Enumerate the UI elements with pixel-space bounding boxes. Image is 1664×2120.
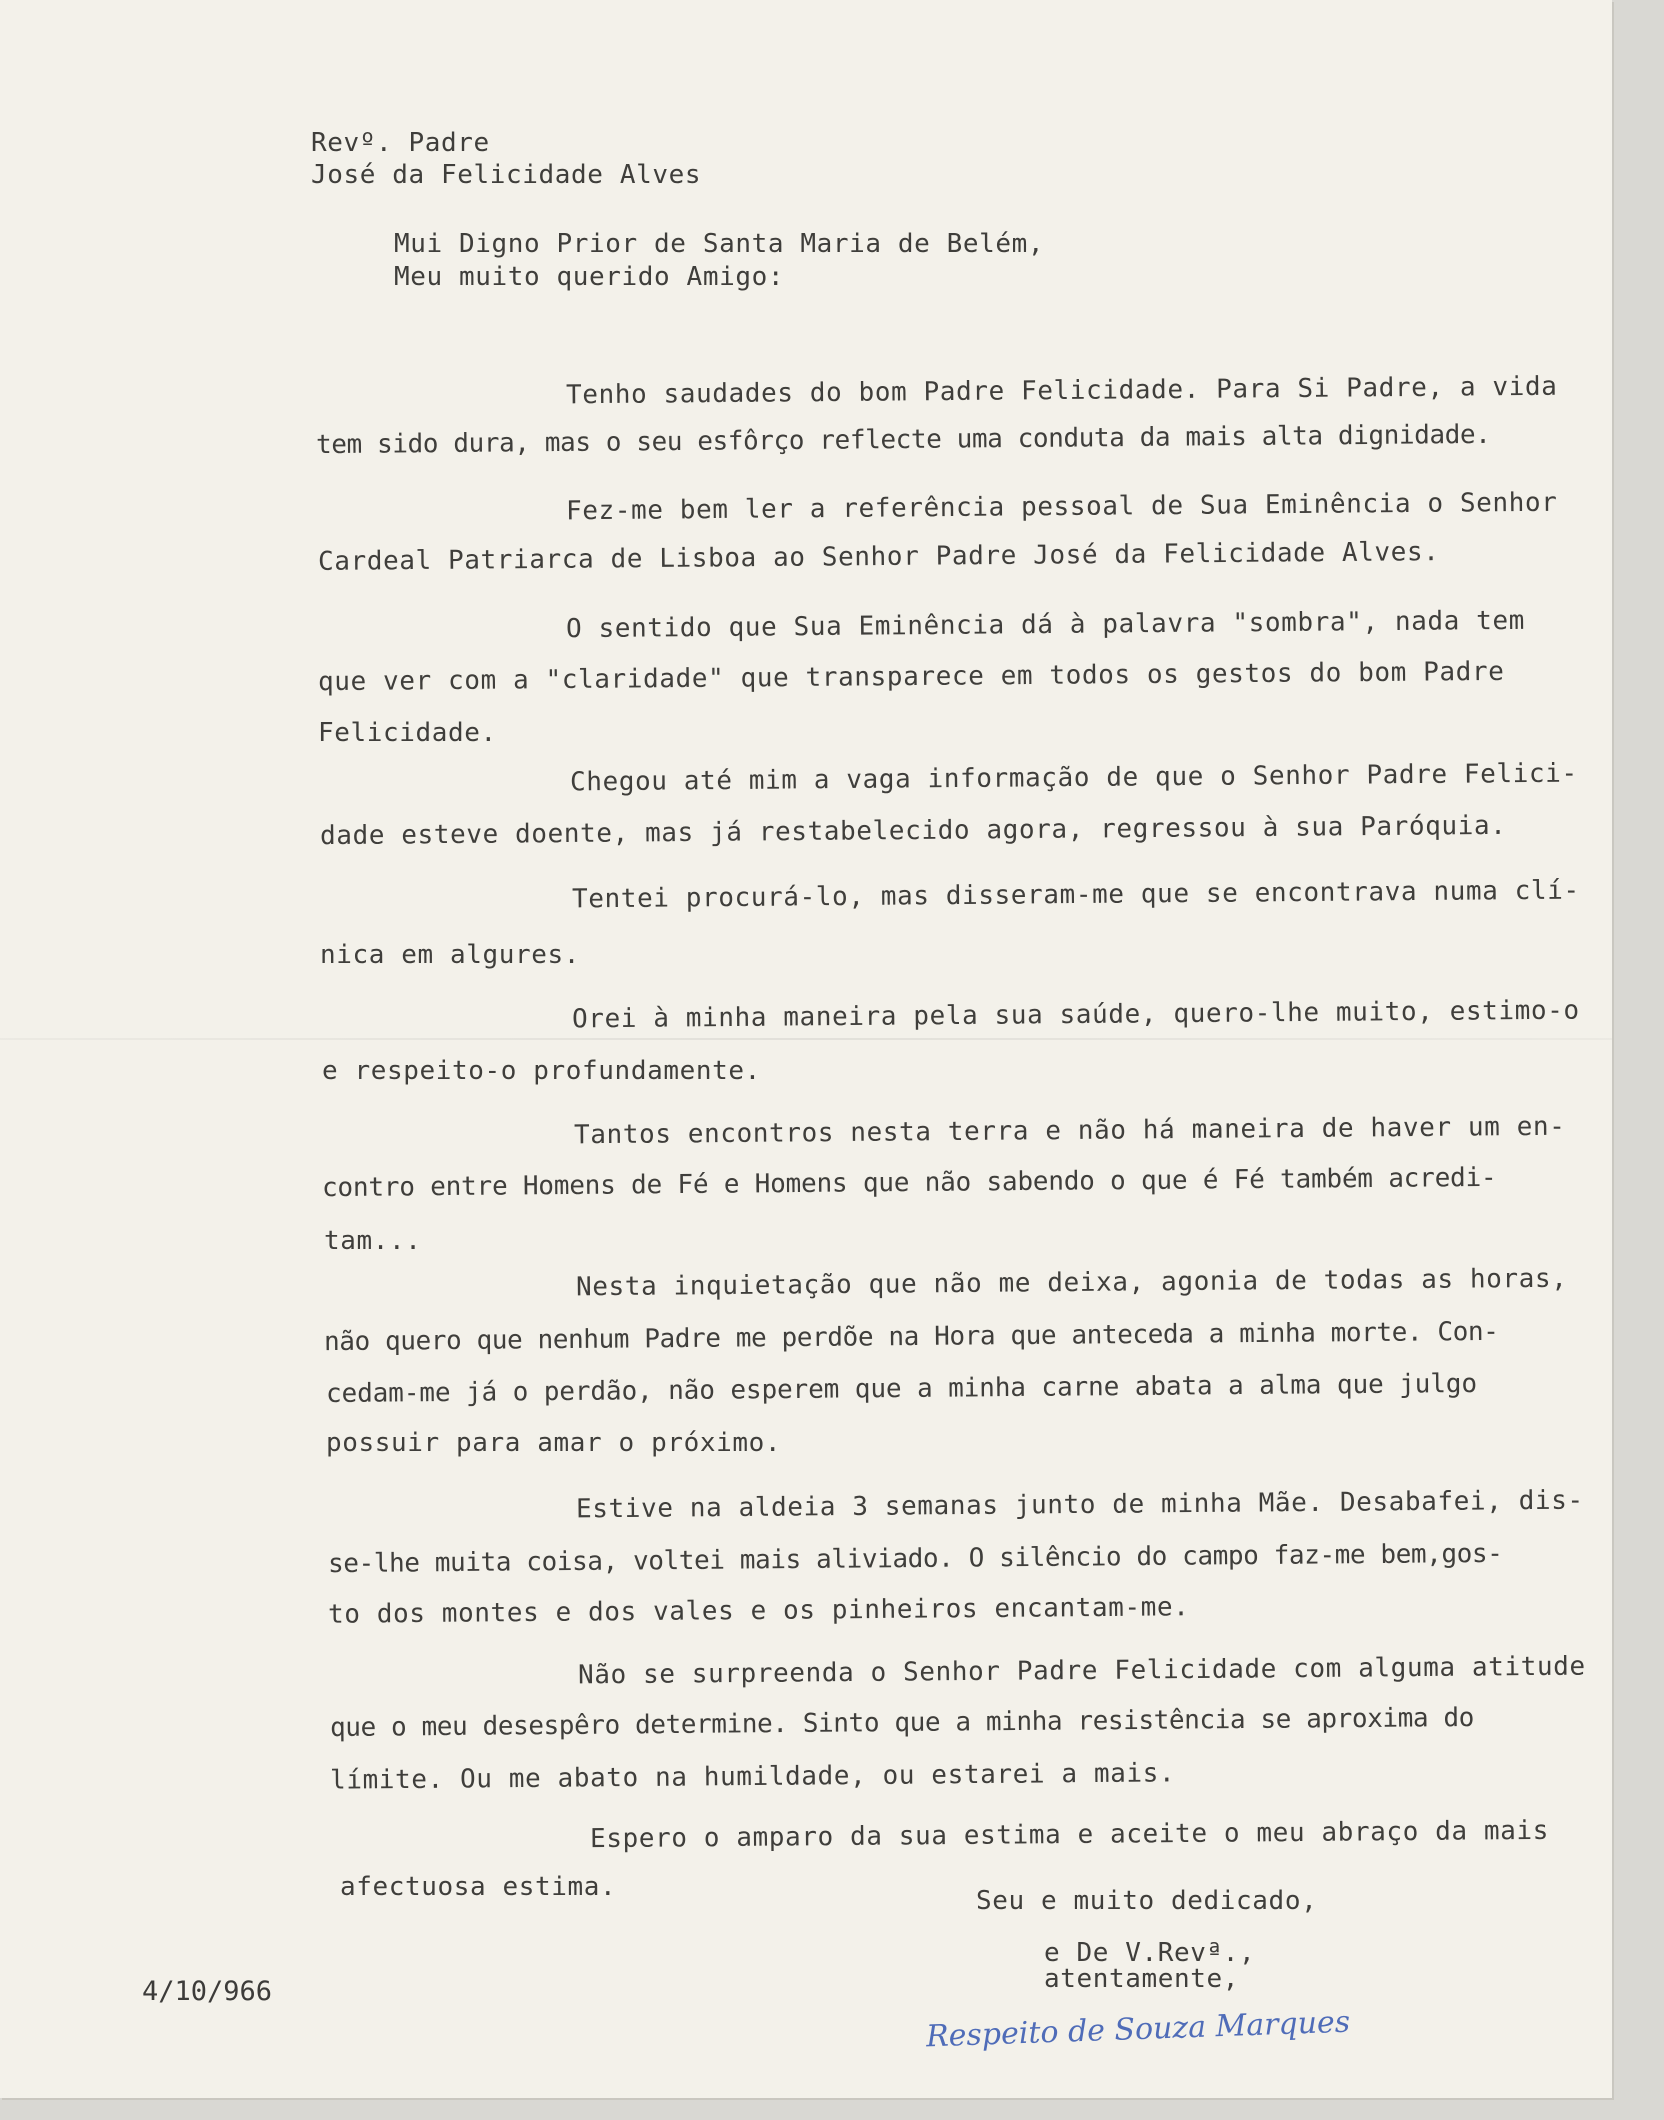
paragraph-2-line-2: Cardeal Patriarca de Lisboa ao Senhor Padre José da Felicidade Alves. xyxy=(317,537,1440,577)
paragraph-5-line-2: nica em algures. xyxy=(320,940,581,970)
paragraph-11-line-2: afectuosa estima. xyxy=(340,1872,617,1902)
paper-fold-line xyxy=(0,1038,1612,1040)
paragraph-4-line-2: dade esteve doente, mas já restabelecido agora, regressou à sua Paróquia. xyxy=(319,810,1507,852)
address-line-2: José da Felicidade Alves xyxy=(311,160,702,190)
paragraph-10-line-3: límite. Ou me abato na humildade, ou estarei a mais. xyxy=(329,1758,1176,1796)
paragraph-2-line-1: Fez-me bem ler a referência pessoal de Sua Eminência o Senhor xyxy=(565,487,1558,527)
paragraph-7-line-2: contro entre Homens de Fé e Homens que não sabendo o que é Fé também acredi- xyxy=(321,1162,1497,1204)
paragraph-7-line-1: Tantos encontros nesta terra e não há maneira de haver um en- xyxy=(573,1111,1566,1151)
closing-line-1: Seu e muito dedicado, xyxy=(976,1886,1318,1916)
paragraph-6-line-1: Orei à minha maneira pela sua saúde, quero-lhe muito, estimo-o xyxy=(571,995,1580,1035)
paragraph-3-line-2: que ver com a "claridade" que transparece em todos os gestos do bom Padre xyxy=(317,656,1505,698)
paragraph-8-line-1: Nesta inquietação que não me deixa, agonia de todas as horas, xyxy=(575,1263,1568,1303)
paragraph-4-line-1: Chegou até mim a vaga informação de que o Senhor Padre Felici- xyxy=(569,758,1578,798)
paragraph-8-line-3: cedam-me já o perdão, não esperem que a minha carne abata a alma que julgo xyxy=(325,1368,1478,1410)
salutation-line-1: Mui Digno Prior de Santa Maria de Belém, xyxy=(394,229,1045,259)
paragraph-1-line-1: Tenho saudades do bom Padre Felicidade. Para Si Padre, a vida xyxy=(565,371,1558,411)
address-line-1: Revº. Padre xyxy=(311,128,490,158)
letter-date: 4/10/966 xyxy=(142,1976,273,2007)
paragraph-11-line-1: Espero o amparo da sua estima e aceite o meu abraço da mais xyxy=(589,1815,1550,1855)
paragraph-3-line-1: O sentido que Sua Eminência dá à palavra "sombra", nada tem xyxy=(565,605,1526,645)
paragraph-9-line-3: to dos montes e dos vales e os pinheiros encantam-me. xyxy=(327,1592,1190,1630)
paragraph-10-line-2: que o meu desespêro determine. Sinto que a minha resistência se aproxima do xyxy=(329,1703,1475,1743)
paragraph-10-line-1: Não se surpreenda o Senhor Padre Felicidade com alguma atitude xyxy=(577,1651,1586,1691)
paragraph-3-line-3: Felicidade. xyxy=(318,718,497,748)
paragraph-5-line-1: Tentei procurá-lo, mas disseram-me que se encontrava numa clí- xyxy=(571,875,1580,915)
paragraph-9-line-1: Estive na aldeia 3 semanas junto de minha Mãe. Desabafei, dis- xyxy=(575,1485,1584,1525)
handwritten-signature: Respeito de Souza Marques xyxy=(925,2004,1351,2055)
paragraph-9-line-2: se-lhe muita coisa, voltei mais aliviado. O silêncio do campo faz-me bem,gos- xyxy=(327,1538,1503,1580)
paragraph-8-line-4: possuir para amar o próximo. xyxy=(326,1428,782,1458)
salutation-line-2: Meu muito querido Amigo: xyxy=(394,262,785,292)
paragraph-7-line-3: tam... xyxy=(324,1226,422,1256)
closing-line-2: e De V.Revª., xyxy=(1044,1938,1256,1968)
paragraph-6-line-2: e respeito-o profundamente. xyxy=(322,1056,761,1086)
paragraph-8-line-2: não quero que nenhum Padre me perdõe na Hora que anteceda a minha morte. Con- xyxy=(323,1316,1499,1358)
closing-line-3: atentamente, xyxy=(1044,1964,1240,1994)
paragraph-1-line-2: tem sido dura, mas o seu esfôrço reflecte uma conduta da mais alta dignidade. xyxy=(315,419,1491,461)
